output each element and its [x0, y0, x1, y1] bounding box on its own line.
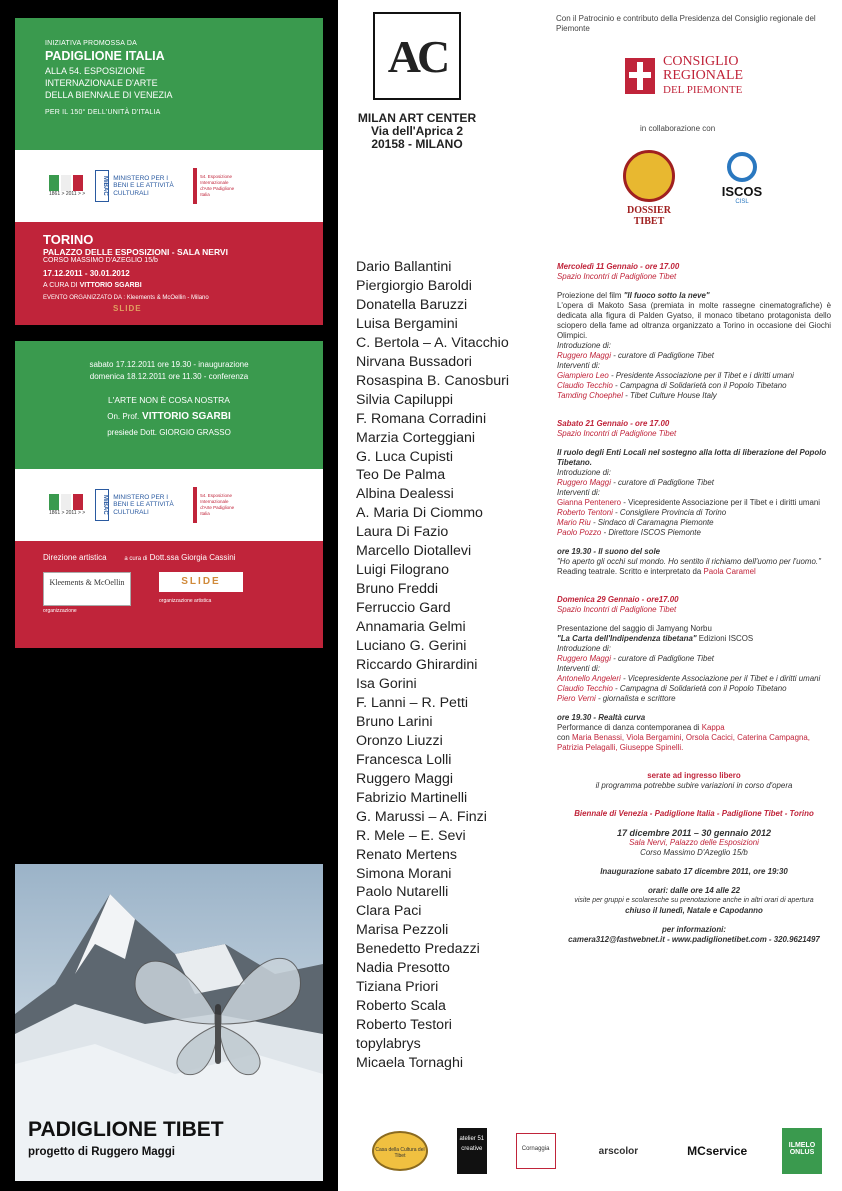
card2-presiede: presiede Dott. GIORGIO GRASSO	[107, 428, 231, 437]
card1-city: TORINO	[43, 232, 94, 247]
sponsor-logo-5: MCservice	[687, 1144, 748, 1158]
card2-cura: Dott.ssa Giorgia Cassini	[149, 553, 236, 562]
artist-name: Riccardo Ghirardini	[356, 657, 478, 674]
e3-date: Domenica 29 Gennaio - ore17.00	[557, 595, 679, 604]
artist-name: Benedetto Predazzi	[356, 941, 480, 958]
e1-desc: L'opera di Makoto Sasa (premiata in molte rassegne cinematografiche) è dedicata alla figura di Palden Gyatso, il monaco tibetano protagonista dello sciopero della fame ad oltranza organizzato a Torino in occasione dei Giochi Olimpici.	[557, 301, 831, 340]
consiglio-logo	[625, 55, 743, 97]
biennale-line: Biennale di Venezia - Padiglione Italia - Padiglione Tibet - Torino	[574, 809, 814, 818]
mac-street: Via dell'Aprica 2	[370, 124, 463, 138]
card2-prof-pre: On. Prof.	[107, 412, 140, 421]
artist-name: Marisa Pezzoli	[356, 922, 449, 939]
mac-name: MILAN ART CENTER	[357, 111, 477, 125]
artist-name: A. Maria Di Ciommo	[356, 505, 483, 522]
artist-name: Clara Paci	[356, 903, 422, 920]
piemonte-flag-icon	[625, 58, 655, 94]
sponsor-logos	[372, 1126, 822, 1176]
dossier-emblem-icon	[623, 150, 675, 202]
card2-inaug: sabato 17.12.2011 ore 19.30 - inaugurazione	[89, 360, 249, 369]
artist-name: Oronzo Liuzzi	[356, 732, 443, 749]
artist-name: Isa Gorini	[356, 675, 417, 692]
card-inaugurazione	[15, 341, 323, 648]
slide-logo: SLIDE	[159, 572, 243, 592]
iscos-logo: ISCOS CISL	[714, 152, 770, 205]
card1-red-band	[15, 222, 323, 325]
card1-organized-pre: EVENTO ORGANIZZATO DA :	[43, 295, 126, 301]
artist-name: Luciano G. Gerini	[356, 638, 467, 655]
mibac-logo: MiBAC MINISTERO PER I BENI E LE ATTIVITÀ CULTURALI	[95, 170, 183, 202]
consiglio-line1: CONSIGLIO	[663, 54, 739, 69]
sponsor-logo-2: atelier 51 creative	[457, 1128, 487, 1174]
collab-text: in collaborazione con	[640, 124, 716, 133]
artist-name: R. Mele – E. Sevi	[356, 827, 466, 844]
serate-text: serate ad ingresso libero	[647, 771, 741, 780]
card1-dates: 17.12.2011 - 30.01.2012	[43, 269, 130, 278]
artist-name: Laura Di Fazio	[356, 524, 449, 541]
artist-name: F. Lanni – R. Petti	[356, 694, 468, 711]
consiglio-line3: DEL PIEMONTE	[663, 84, 743, 96]
artist-name: Tiziana Priori	[356, 979, 439, 996]
artist-name: Piergiorgio Baroldi	[356, 277, 472, 294]
klm-caption: organizzazione	[43, 608, 77, 614]
card2-direzione: Direzione artistica	[43, 553, 107, 562]
artist-name: Bruno Larini	[356, 713, 433, 730]
card1-line4: INTERNAZIONALE D'ARTE	[45, 78, 158, 88]
card-padiglione-italia	[15, 18, 323, 325]
artist-name: Renato Mertens	[356, 846, 457, 863]
artist-name: G. Luca Cupisti	[356, 448, 453, 465]
anniversary-logo: 1861 > 2011 > >	[49, 494, 85, 516]
artist-name: Teo De Palma	[356, 467, 446, 484]
artist-name: Silvia Capiluppi	[356, 391, 453, 408]
artist-name: Micaela Tornaghi	[356, 1055, 463, 1072]
artist-name: Luisa Bergamini	[356, 315, 458, 332]
milan-art-center	[354, 12, 480, 151]
card2-red-band	[15, 541, 323, 648]
card1-curator-pre: A CURA DI	[43, 282, 78, 289]
card1-line3: ALLA 54. ESPOSIZIONE	[45, 66, 146, 76]
artist-name: Annamaria Gelmi	[356, 619, 466, 636]
program: Mercoledì 11 Gennaio - ore 17.00 Spazio Incontri di Padiglione Tibet Proiezione del film "Il fuoco sotto la neve" L'opera di Makoto Sasa (premiata in molte rassegne cinematografiche) è dedicata alla figura di Palden Gyatso, il monaco tibetano protagonista dello sciopero della fame ad oltranza organizzato a Torino in occasione dei Giochi Olimpici. Introduzione di: Ruggero Maggi - curatore di Padiglione Tibet Interventi di: Giampiero Leo - Presidente Associazione per il Tibet e i diritti umani Claudio Tecchio - Campagna di Solidarietà con il Popolo Tibetano Tamding Choephel - Tibet Culture House Italy Sabato 21 Gennaio - ore 17.00 Spazio Incontri di Padiglione Tibet Il ruolo degli Enti Locali nel sostegno alla lotta di liberazione del Popolo Tibetano. Introduzione di: Ruggero Maggi - curatore di Padiglione Tibet Interventi di: Gianna Pentenero - Vicepresidente Associazione per il Tibet e i diritti umani Roberto Tentoni - Consigliere Provincia di Torino Mario Riu - Sindaco di Caramagna Piemonte Paolo Pozzo - Direttore ISCOS Piemonte ore 19.30 - Il suono del sole "Ho aperto gli occhi sul mondo. Ho sentito il richiamo dell'uomo per l'uomo." Reading teatrale. Scritto e interpretato da Paola Caramel Domenica 29 Gennaio - ore17.00 Spazio Incontri di Padiglione Tibet Presentazione del saggio di Jamyang Norbu "La Carta dell'Indipendenza tibetana" Edizioni ISCOS Introduzione di: Ruggero Maggi - curatore di Padiglione Tibet Interventi di: Antonello Angeleri - Vicepresidente Associazione per il Tibet e i diritti umani Claudio Tecchio - Campagna di Solidarietà con il Popolo Tibetano Piero Verni - giornalista e scrittore ore 19.30 - Realtà curva Performance di danza contemporanea di Kappa con Maria Benassi, Viola Bergamini, Orsola Cacici, Caterina Campagna, Patrizia Pelagalli, Giuseppe Spinelli. serate ad ingresso libero il programma potrebbe subire variazioni in corso d'opera Biennale di Venezia - Padiglione Italia - Padiglione Tibet - Torino 17 dicembre 2011 – 30 gennaio 2012 Sala Nervi, Palazzo delle Esposizioni Corso Massimo D'Azeglio 15/b Inaugurazione sabato 17 dicembre 2011, ore 19:30 orari: dalle ore 14 alle 22 visite per gruppi e scolaresche su prenotazione anche in altri orari di apertura chiuso il lunedì, Natale e Capodanno per informazioni: camera312@fastwebnet.it - www.padiglionetibet.com - 320.9621497	[557, 262, 831, 944]
card2-cura-pre: a cura di	[124, 556, 148, 562]
artist-name: Luigi Filograno	[356, 562, 450, 579]
sponsor-logo-4: arscolor	[598, 1145, 639, 1157]
consiglio-line2: REGIONALE	[663, 68, 744, 83]
artist-name: Ferruccio Gard	[356, 600, 451, 617]
artist-name: Roberto Scala	[356, 998, 446, 1015]
card2-logo-band	[15, 469, 323, 541]
sponsor-logo-1: Casa della Cultura del Tibet	[372, 1131, 428, 1171]
card2-motto: L'ARTE NON È COSA NOSTRA	[108, 395, 230, 405]
artist-name: Bruno Freddi	[356, 581, 439, 598]
artist-name: Fabrizio Martinelli	[356, 789, 468, 806]
card1-organized: Kleements & McOellin - Milano	[126, 295, 209, 301]
tibet-title: PADIGLIONE TIBET	[28, 1118, 224, 1141]
artist-name: Albina Dealessi	[356, 486, 454, 503]
artist-name: C. Bertola – A. Vitacchio	[356, 334, 509, 351]
slide-logo: SLIDE	[113, 304, 142, 313]
artist-name: Roberto Testori	[356, 1017, 452, 1034]
card2-green-band	[15, 341, 323, 469]
artist-name: Paolo Nutarelli	[356, 884, 449, 901]
artist-name: Marcello Diotallevi	[356, 543, 472, 560]
artist-name: Rosaspina B. Canosburi	[356, 372, 509, 389]
mibac-logo: MiBAC MINISTERO PER I BENI E LE ATTIVITÀ CULTURALI	[95, 489, 183, 521]
artist-name: topylabrys	[356, 1036, 421, 1053]
card1-curator: VITTORIO SGARBI	[79, 282, 142, 289]
sponsor-logo-3: Cornaggia	[516, 1133, 556, 1169]
card1-venue: PALAZZO DELLE ESPOSIZIONI - SALA NERVI	[43, 247, 228, 257]
contacts-line: camera312@fastwebnet.it - www.padiglionetibet.com - 320.9621497	[568, 935, 820, 944]
tibet-subtitle: progetto di Ruggero Maggi	[28, 1146, 175, 1158]
artist-name: Dario Ballantini	[356, 259, 452, 275]
card1-line5: DELLA BIENNALE DI VENEZIA	[45, 90, 173, 100]
mac-city: 20158 - MILANO	[371, 137, 463, 151]
e1-date: Mercoledì 11 Gennaio - ore 17.00	[557, 262, 680, 271]
card1-green-band	[15, 18, 323, 150]
biennale-logo: 54. Esposizione Internazionale d'Arte Padiglione Italia	[193, 487, 236, 523]
slide-caption: organizzazione artistica	[159, 598, 212, 604]
card1-line6: PER IL 150° DELL'UNITÀ D'ITALIA	[45, 109, 161, 116]
inaug-line: Inaugurazione sabato 17 dicembre 2011, ore 19:30	[600, 867, 788, 876]
artist-name: Nadia Presotto	[356, 960, 450, 977]
patronage-text: Con il Patrocinio e contributo della Presidenza del Consiglio regionale del Piemonte	[556, 14, 816, 33]
artist-name: Simona Morani	[356, 865, 452, 882]
artists-list	[356, 258, 509, 1073]
anniversary-logo: 1861 > 2011 > >	[49, 175, 85, 197]
card2-prof: VITTORIO SGARBI	[142, 411, 231, 422]
artist-name: Nirvana Bussadori	[356, 353, 472, 370]
card1-line1: INIZIATIVA PROMOSSA DA	[45, 40, 138, 47]
e2-date: Sabato 21 Gennaio - ore 17.00	[557, 419, 670, 428]
mac-logo: AC	[373, 12, 461, 100]
iscos-globe-icon	[727, 152, 757, 182]
artist-name: Ruggero Maggi	[356, 770, 454, 787]
dossier-tibet-logo: DOSSIER TIBET	[611, 150, 687, 227]
e1-place: Spazio Incontri di Padiglione Tibet	[557, 272, 677, 281]
card2-conf: domenica 18.12.2011 ore 11.30 - conferenza	[89, 372, 249, 381]
padiglione-tibet-image	[15, 864, 323, 1181]
artist-name: Donatella Baruzzi	[356, 296, 468, 313]
artist-name: G. Marussi – A. Finzi	[356, 808, 487, 825]
artist-name: Francesca Lolli	[356, 751, 452, 768]
date-range: 17 dicembre 2011 – 30 gennaio 2012	[617, 828, 771, 838]
card1-address: CORSO MASSIMO D'AZEGLIO 15/b	[43, 257, 158, 264]
biennale-logo: 54. Esposizione Internazionale d'Arte Padiglione Italia	[193, 168, 236, 204]
card1-logo-band	[15, 150, 323, 222]
left-panel	[0, 0, 338, 1191]
card1-line2: PADIGLIONE ITALIA	[45, 49, 165, 63]
artist-name: Marzia Corteggiani	[356, 429, 476, 446]
kleements-logo: Kleements & McOellin	[43, 572, 131, 606]
sponsor-logo-6: ILMELO ONLUS	[782, 1128, 822, 1174]
e2-title: Il ruolo degli Enti Locali nel sostegno alla lotta di liberazione del Popolo Tibetano.	[557, 448, 827, 467]
artist-name: F. Romana Corradini	[356, 410, 487, 427]
